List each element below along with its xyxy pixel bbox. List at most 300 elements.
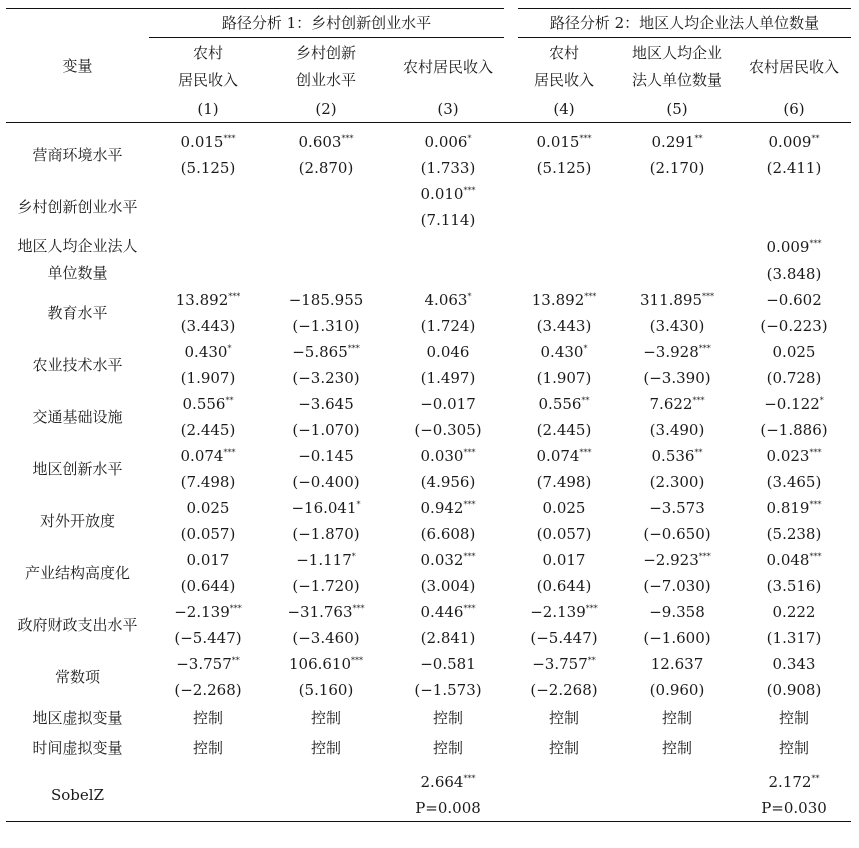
significance-stars: *** <box>223 134 236 143</box>
coefficient-value: 311.895 <box>639 291 703 309</box>
coefficient-value: −3.645 <box>298 395 354 413</box>
significance-stars: *** <box>352 604 365 613</box>
column-header-line: 农村居民收入 <box>402 57 493 76</box>
t-stat-cell-6: (−1.886) <box>760 421 828 439</box>
coef-cell-4 <box>511 123 617 156</box>
coefficient-value: 0.222 <box>772 603 816 621</box>
significance-stars: *** <box>223 448 236 457</box>
coef-cell-1 <box>149 495 267 521</box>
significance-stars: * <box>583 344 588 353</box>
coefficient-value: −0.017 <box>420 395 476 413</box>
row-label-line: 单位数量 <box>47 264 108 282</box>
significance-stars: ** <box>694 134 703 143</box>
column-header-2 <box>267 38 385 97</box>
sobel-p-cell-1 <box>149 795 267 822</box>
row-label <box>6 233 149 287</box>
coef-cell-3 <box>385 287 511 313</box>
coef-cell-1 <box>149 181 267 207</box>
column-number-5: (5) <box>617 96 737 123</box>
coefficient-value: 0.556 <box>182 395 226 413</box>
coefficient-value: 0.025 <box>772 343 816 361</box>
column-header-3 <box>385 38 511 97</box>
coefficient-value: 0.010 <box>420 185 464 203</box>
coefficient-value: 12.637 <box>650 655 704 673</box>
table-row <box>6 443 851 469</box>
row-label-line: 教育水平 <box>47 303 108 322</box>
significance-stars: * <box>227 344 232 353</box>
row-label-line: 常数项 <box>54 667 100 686</box>
row-label: 地区虚拟变量 <box>32 709 123 727</box>
t-stat-cell-6: (0.728) <box>766 369 822 387</box>
significance-stars: *** <box>698 552 711 561</box>
t-stat-cell-3: (1.724) <box>420 317 476 335</box>
significance-stars: * <box>819 396 824 405</box>
t-stat-cell-2: (−3.230) <box>292 369 360 387</box>
coefficient-value: 0.942 <box>420 499 464 517</box>
row-label-line: 营商环境水平 <box>32 145 123 164</box>
t-stat-cell-1: (7.498) <box>180 473 236 491</box>
t-stat-cell-6: (2.411) <box>766 159 822 177</box>
t-stat-cell-1 <box>149 207 267 233</box>
coef-cell-2 <box>267 547 385 573</box>
t-stat-cell-6: (1.317) <box>766 629 822 647</box>
t-stat-cell-4 <box>511 207 617 233</box>
coef-cell-6 <box>737 287 851 313</box>
row-label <box>6 339 149 391</box>
coefficient-value: −3.573 <box>649 499 705 517</box>
sobel-p-cell-3: P=0.008 <box>385 795 511 822</box>
significance-stars: *** <box>351 656 364 665</box>
coefficient-value: 0.006 <box>424 133 468 151</box>
sobel-p-cell-2 <box>267 795 385 822</box>
coef-cell-2 <box>267 651 385 677</box>
t-stat-cell-5 <box>617 260 737 287</box>
coef-cell-5 <box>617 339 737 365</box>
coef-cell-4 <box>511 547 617 573</box>
coef-cell-6 <box>737 495 851 521</box>
control-cell-5: 控制 <box>661 739 692 757</box>
t-stat-cell-5: (0.960) <box>649 681 705 699</box>
table-row <box>6 123 851 156</box>
table-body <box>6 123 851 822</box>
significance-stars: *** <box>698 344 711 353</box>
t-stat-cell-4 <box>511 260 617 287</box>
coefficient-value: −31.763 <box>287 603 353 621</box>
coefficient-value: −0.122 <box>764 395 820 413</box>
t-stat-cell-1 <box>149 260 267 287</box>
row-label <box>6 181 149 233</box>
row-label <box>6 391 149 443</box>
t-stat-cell-1: (0.644) <box>180 577 236 595</box>
coef-cell-4 <box>511 599 617 625</box>
control-cell-3: 控制 <box>432 739 463 757</box>
t-stat-cell-3: (1.733) <box>420 159 476 177</box>
t-stat-cell-5 <box>617 207 737 233</box>
control-cell-4: 控制 <box>548 709 579 727</box>
t-stat-cell-5: (−7.030) <box>643 577 711 595</box>
coef-cell-4 <box>511 495 617 521</box>
t-stat-cell-1: (−5.447) <box>174 629 242 647</box>
sobel-p-cell-5 <box>617 795 737 822</box>
row-label-line: 交通基础设施 <box>32 407 123 426</box>
column-header-line: 居民收入 <box>177 71 238 89</box>
t-stat-cell-1: (5.125) <box>180 159 236 177</box>
coefficient-value: 0.046 <box>426 343 470 361</box>
column-header-line: 地区人均企业 <box>631 44 722 62</box>
t-stat-cell-1: (−2.268) <box>174 681 242 699</box>
coefficient-value: 0.074 <box>536 447 580 465</box>
coefficient-value: −2.139 <box>174 603 230 621</box>
coef-cell-4 <box>511 233 617 260</box>
t-stat-cell-2: (−1.870) <box>292 525 360 543</box>
coefficient-value: 0.017 <box>186 551 230 569</box>
significance-stars: *** <box>809 552 822 561</box>
coefficient-value: 0.032 <box>420 551 464 569</box>
coef-cell-3 <box>385 123 511 156</box>
coef-cell-1 <box>149 443 267 469</box>
coefficient-value: −2.139 <box>530 603 586 621</box>
coef-cell-5 <box>617 651 737 677</box>
coefficient-value: 0.343 <box>772 655 816 673</box>
t-stat-cell-3: (−0.305) <box>414 421 482 439</box>
coefficient-value: 0.030 <box>420 447 464 465</box>
coefficient-value: −1.117 <box>296 551 352 569</box>
coef-cell-6 <box>737 651 851 677</box>
control-cell-1: 控制 <box>192 739 223 757</box>
coef-cell-4 <box>511 391 617 417</box>
coefficient-value: −9.358 <box>649 603 705 621</box>
t-stat-cell-4: (3.443) <box>536 317 592 335</box>
table-row <box>6 599 851 625</box>
control-cell-5: 控制 <box>661 709 692 727</box>
coefficient-value: 7.622 <box>649 395 693 413</box>
t-stat-cell-3: (2.841) <box>420 629 476 647</box>
control-cell-4: 控制 <box>548 739 579 757</box>
column-number-4: (4) <box>511 96 617 123</box>
t-stat-cell-2: (−1.310) <box>292 317 360 335</box>
sobel-z-cell-5 <box>617 763 737 795</box>
coef-cell-3 <box>385 233 511 260</box>
significance-stars: * <box>467 292 472 301</box>
coefficient-value: 0.025 <box>186 499 230 517</box>
regression-table-container <box>6 8 851 822</box>
coefficient-value: −0.602 <box>766 291 822 309</box>
row-label: 时间虚拟变量 <box>32 739 123 757</box>
column-number-2: (2) <box>267 96 385 123</box>
row-label-line: 乡村创新创业水平 <box>17 197 138 216</box>
t-stat-cell-2: (−1.070) <box>292 421 360 439</box>
row-label <box>6 651 149 703</box>
variable-header: 变量 <box>6 9 149 123</box>
coefficient-value: 0.017 <box>542 551 586 569</box>
row-label <box>6 495 149 547</box>
control-cell-3: 控制 <box>432 709 463 727</box>
row-label-line: 地区创新水平 <box>32 459 123 478</box>
coefficient-value: −5.865 <box>292 343 348 361</box>
t-stat-cell-2: (−3.460) <box>292 629 360 647</box>
sobel-z-cell-2 <box>267 763 385 795</box>
column-header-5 <box>617 38 737 97</box>
coef-cell-6 <box>737 391 851 417</box>
t-stat-cell-2: (−1.720) <box>292 577 360 595</box>
coef-cell-5 <box>617 547 737 573</box>
table-row <box>6 287 851 313</box>
t-stat-cell-4: (0.644) <box>536 577 592 595</box>
t-stat-cell-2: (5.160) <box>298 681 354 699</box>
t-stat-cell-1: (3.443) <box>180 317 236 335</box>
coefficient-value: 0.430 <box>540 343 584 361</box>
t-stat-cell-1: (2.445) <box>180 421 236 439</box>
significance-stars: ** <box>581 396 590 405</box>
t-stat-cell-6 <box>737 207 851 233</box>
control-cell-1: 控制 <box>192 709 223 727</box>
coefficient-value: 0.074 <box>180 447 224 465</box>
t-stat-cell-6: (3.848) <box>766 264 822 283</box>
regression-table <box>6 8 851 822</box>
coef-cell-6 <box>737 181 851 207</box>
coef-cell-4 <box>511 443 617 469</box>
coef-cell-4 <box>511 287 617 313</box>
t-stat-cell-6: (0.908) <box>766 681 822 699</box>
coefficient-value: −2.923 <box>643 551 699 569</box>
row-label-line: 对外开放度 <box>39 511 115 530</box>
t-stat-cell-4: (−2.268) <box>530 681 598 699</box>
coefficient-value: 0.015 <box>180 133 224 151</box>
table-row <box>6 547 851 573</box>
coef-cell-4 <box>511 651 617 677</box>
coefficient-value: −0.145 <box>298 447 354 465</box>
coefficient-value: 0.536 <box>651 447 695 465</box>
column-header-line: 农村 <box>192 44 223 62</box>
significance-stars: *** <box>463 448 476 457</box>
coef-cell-5 <box>617 181 737 207</box>
sobel-p-cell-4 <box>511 795 617 822</box>
significance-stars: * <box>356 500 361 509</box>
column-number-1: (1) <box>149 96 267 123</box>
column-header-line: 创业水平 <box>295 71 356 89</box>
coef-cell-5 <box>617 495 737 521</box>
coefficient-value: 13.892 <box>175 291 229 309</box>
coef-cell-4 <box>511 181 617 207</box>
coefficient-value: 0.009 <box>766 237 810 256</box>
coefficient-value: 106.610 <box>288 655 352 673</box>
coef-cell-1 <box>149 547 267 573</box>
coef-cell-2 <box>267 443 385 469</box>
t-stat-cell-6: (3.465) <box>766 473 822 491</box>
t-stat-cell-6: (3.516) <box>766 577 822 595</box>
coefficient-value: 0.023 <box>766 447 810 465</box>
coef-cell-2 <box>267 181 385 207</box>
t-stat-cell-2: (−0.400) <box>292 473 360 491</box>
column-header-line: 农村居民收入 <box>748 57 839 76</box>
coefficient-value: 2.664 <box>420 773 464 791</box>
coefficient-value: 13.892 <box>531 291 585 309</box>
coef-cell-1 <box>149 233 267 260</box>
column-header-line: 乡村创新 <box>295 44 356 62</box>
significance-stars: *** <box>809 500 822 509</box>
control-cell-2: 控制 <box>310 709 341 727</box>
coefficient-value: −3.928 <box>643 343 699 361</box>
significance-stars: *** <box>579 448 592 457</box>
t-stat-cell-3: (7.114) <box>420 211 476 229</box>
column-header-6 <box>737 38 851 97</box>
coef-cell-2 <box>267 287 385 313</box>
coefficient-value: 0.603 <box>298 133 342 151</box>
t-stat-cell-3: (3.004) <box>420 577 476 595</box>
coefficient-value: −185.955 <box>288 291 364 309</box>
row-label <box>6 287 149 339</box>
t-stat-cell-5: (2.300) <box>649 473 705 491</box>
t-stat-cell-4: (−5.447) <box>530 629 598 647</box>
table-row <box>6 233 851 260</box>
significance-stars: ** <box>811 774 820 783</box>
t-stat-cell-6: (−0.223) <box>760 317 828 335</box>
t-stat-cell-3: (−1.573) <box>414 681 482 699</box>
control-cell-6: 控制 <box>778 709 809 727</box>
coef-cell-2 <box>267 391 385 417</box>
coef-cell-1 <box>149 339 267 365</box>
t-stat-cell-3: (4.956) <box>420 473 476 491</box>
coef-cell-4 <box>511 339 617 365</box>
coef-cell-3 <box>385 495 511 521</box>
column-header-line: 农村 <box>548 44 579 62</box>
significance-stars: ** <box>225 396 234 405</box>
coef-cell-3 <box>385 181 511 207</box>
t-stat-cell-4: (2.445) <box>536 421 592 439</box>
coef-cell-1 <box>149 391 267 417</box>
coef-cell-5 <box>617 443 737 469</box>
coef-cell-3 <box>385 339 511 365</box>
t-stat-cell-5: (3.430) <box>649 317 705 335</box>
sobel-z-cell-6 <box>737 763 851 795</box>
coefficient-value: 0.291 <box>651 133 695 151</box>
significance-stars: *** <box>809 238 822 248</box>
significance-stars: *** <box>229 604 242 613</box>
significance-stars: *** <box>579 134 592 143</box>
header-group-row <box>6 9 851 38</box>
significance-stars: *** <box>585 604 598 613</box>
row-label-line: 地区人均企业法人 <box>17 237 138 255</box>
sobel-p-cell-6: P=0.030 <box>737 795 851 822</box>
coef-cell-3 <box>385 599 511 625</box>
coef-cell-2 <box>267 495 385 521</box>
significance-stars: * <box>351 552 356 561</box>
significance-stars: *** <box>584 292 597 301</box>
significance-stars: * <box>467 134 472 143</box>
coef-cell-2 <box>267 599 385 625</box>
coefficient-value: 0.015 <box>536 133 580 151</box>
coef-cell-6 <box>737 599 851 625</box>
coef-cell-5 <box>617 599 737 625</box>
significance-stars: *** <box>463 604 476 613</box>
coefficient-value: 0.430 <box>184 343 228 361</box>
sobel-z-cell-3 <box>385 763 511 795</box>
group2-header: 路径分析 2：地区人均企业法人单位数量 <box>511 9 851 38</box>
coef-cell-2 <box>267 339 385 365</box>
group1-header: 路径分析 1：乡村创新创业水平 <box>149 9 511 38</box>
row-label: SobelZ <box>6 763 149 822</box>
t-stat-cell-3: (1.497) <box>420 369 476 387</box>
control-cell-6: 控制 <box>778 739 809 757</box>
coef-cell-6 <box>737 443 851 469</box>
control-cell-2: 控制 <box>310 739 341 757</box>
coef-cell-3 <box>385 391 511 417</box>
sobel-row <box>6 763 851 795</box>
significance-stars: *** <box>692 396 705 405</box>
coef-cell-6 <box>737 547 851 573</box>
t-stat-cell-4: (0.057) <box>536 525 592 543</box>
coef-cell-5 <box>617 287 737 313</box>
coef-cell-6 <box>737 339 851 365</box>
row-label <box>6 123 149 182</box>
control-row <box>6 733 851 763</box>
t-stat-cell-1: (1.907) <box>180 369 236 387</box>
t-stat-cell-2: (2.870) <box>298 159 354 177</box>
t-stat-cell-5: (2.170) <box>649 159 705 177</box>
significance-stars: *** <box>809 448 822 457</box>
column-header-4 <box>511 38 617 97</box>
coef-cell-2 <box>267 123 385 156</box>
coef-cell-6 <box>737 233 851 260</box>
coefficient-value: −3.757 <box>532 655 588 673</box>
coef-cell-5 <box>617 233 737 260</box>
significance-stars: ** <box>694 448 703 457</box>
row-label <box>6 547 149 599</box>
significance-stars: *** <box>702 292 715 301</box>
significance-stars: *** <box>341 134 354 143</box>
column-header-1 <box>149 38 267 97</box>
coefficient-value: 0.819 <box>766 499 810 517</box>
significance-stars: ** <box>587 656 596 665</box>
coef-cell-1 <box>149 287 267 313</box>
table-row <box>6 181 851 207</box>
t-stat-cell-4: (5.125) <box>536 159 592 177</box>
t-stat-cell-5: (−0.650) <box>643 525 711 543</box>
significance-stars: *** <box>228 292 241 301</box>
t-stat-cell-5: (−3.390) <box>643 369 711 387</box>
significance-stars: *** <box>347 344 360 353</box>
table-row <box>6 495 851 521</box>
coef-cell-6 <box>737 123 851 156</box>
table-row <box>6 339 851 365</box>
significance-stars: ** <box>811 134 820 143</box>
coefficient-value: −16.041 <box>291 499 357 517</box>
row-label-line: 政府财政支出水平 <box>17 615 138 634</box>
row-label <box>6 599 149 651</box>
t-stat-cell-2 <box>267 260 385 287</box>
t-stat-cell-4: (1.907) <box>536 369 592 387</box>
row-label-line: 产业结构高度化 <box>24 563 130 582</box>
control-row <box>6 703 851 733</box>
column-header-line: 居民收入 <box>533 71 594 89</box>
significance-stars: *** <box>463 500 476 509</box>
significance-stars: ** <box>231 656 240 665</box>
coefficient-value: 2.172 <box>768 773 812 791</box>
t-stat-cell-5: (−1.600) <box>643 629 711 647</box>
coef-cell-1 <box>149 123 267 156</box>
coef-cell-3 <box>385 547 511 573</box>
coefficient-value: 0.009 <box>768 133 812 151</box>
coef-cell-5 <box>617 391 737 417</box>
coefficient-value: 0.048 <box>766 551 810 569</box>
coefficient-value: −3.757 <box>176 655 232 673</box>
coef-cell-5 <box>617 123 737 156</box>
t-stat-cell-1: (0.057) <box>180 525 236 543</box>
coef-cell-3 <box>385 651 511 677</box>
coef-cell-3 <box>385 443 511 469</box>
significance-stars: *** <box>463 552 476 561</box>
t-stat-cell-6: (5.238) <box>766 525 822 543</box>
